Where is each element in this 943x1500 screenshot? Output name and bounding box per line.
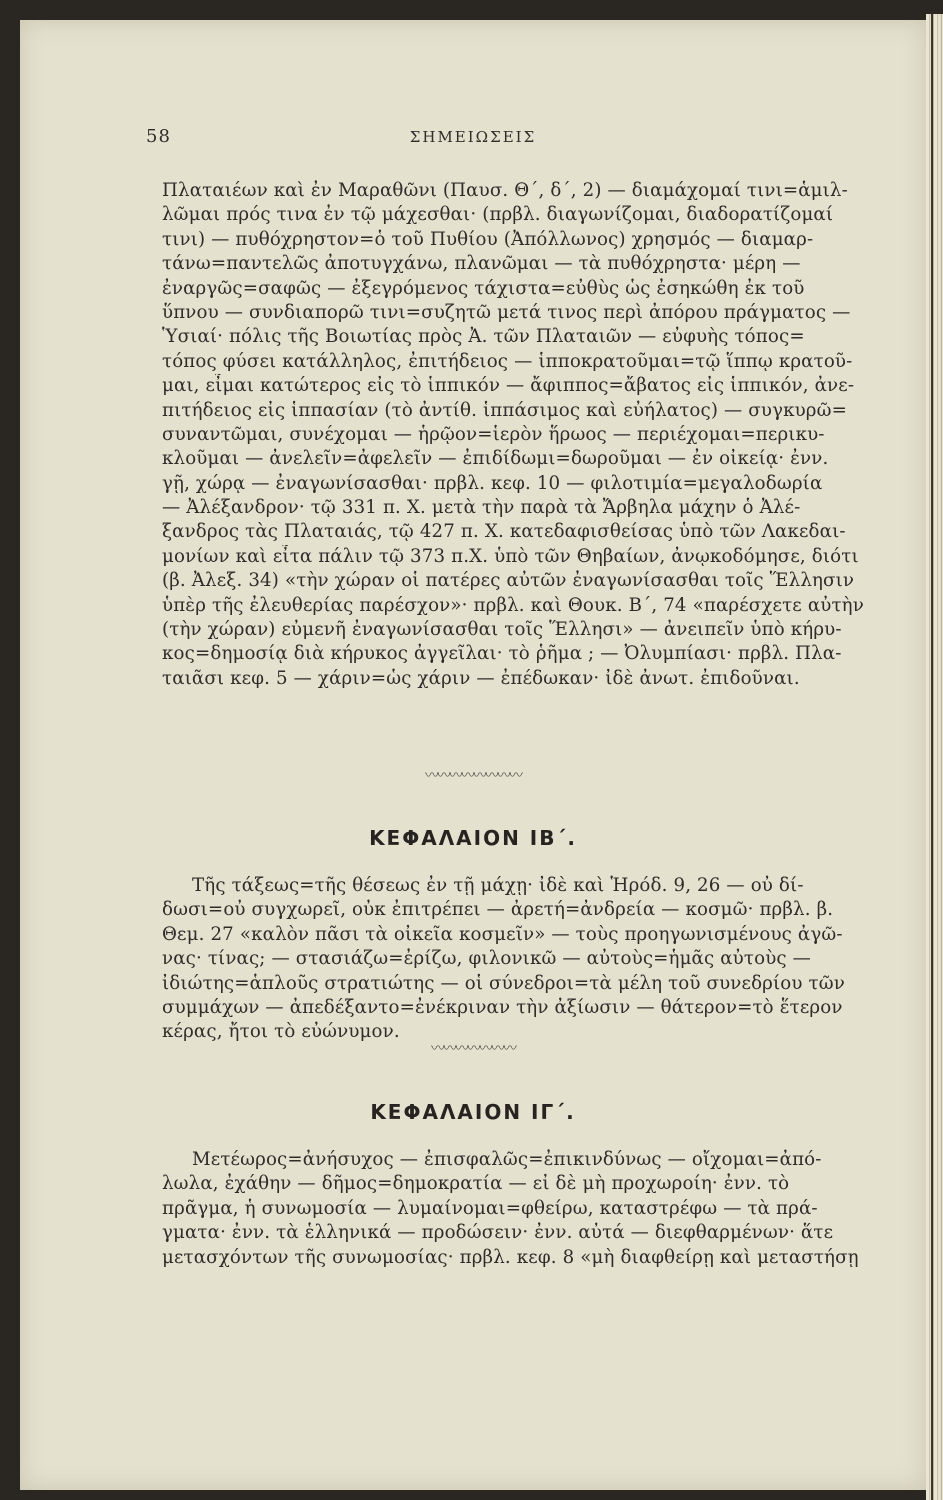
- text-line: ὕπνου — συνδιαπορῶ τινι=συζητῶ μετά τινος περὶ ἀπόρου πράγματος —: [162, 301, 851, 323]
- text-line: Τῆς τάξεως=τῆς θέσεως ἐν τῇ μάχῃ· ἰδὲ καὶ Ἡρόδ. 9, 26 — οὐ δί-: [192, 875, 804, 896]
- section-divider: 〰〰〰〰〰〰〰〰: [425, 768, 521, 784]
- text-line: κέρας, ἤτοι τὸ εὐώνυμον.: [162, 1021, 400, 1043]
- running-head: ΣΗΜΕΙΩΣΕΙΣ: [409, 128, 537, 146]
- text-line: ξανδρος τὰς Πλαταιάς, τῷ 427 π. Χ. κατεδαφισθείσας ὑπὸ τῶν Λακεδαι-: [162, 521, 846, 543]
- text-line: Ὑσιαί· πόλις τῆς Βοιωτίας πρὸς Ἀ. τῶν Πλαταιῶν — εὐφυὴς τόπος=: [162, 326, 805, 348]
- text-line: ὑπὲρ τῆς ἐλευθερίας παρέσχον»· πρβλ. καὶ Θουκ. Β΄, 74 «παρέσχετε αὐτὴν: [162, 594, 864, 616]
- text-line: συμμάχων — ἀπεδέξαντο=ἐνέκριναν τὴν ἀξίωσιν — θάτερον=τὸ ἕτερον: [162, 996, 843, 1018]
- text-line: ἐναργῶς=σαφῶς — ἐξεγρόμενος τάχιστα=εὐθὺς ὡς ἐσηκώθη ἐκ τοῦ: [162, 277, 805, 299]
- page-gutter-line: [931, 14, 933, 1500]
- text-line: ἰδιώτης=ἁπλοῦς στρατιώτης — οἱ σύνεδροι=τὰ μέλη τοῦ συνεδρίου τῶν: [162, 972, 845, 994]
- text-line: Πλαταιέων καὶ ἐν Μαραθῶνι (Παυσ. Θ΄, δ΄, 2) — διαμάχομαί τινι=ἁμιλ-: [162, 180, 848, 201]
- text-line: συναντῶμαι, συνέχομαι — ἡρῷον=ἱερὸν ἥρωος — περιέχομαι=περικυ-: [162, 423, 825, 445]
- text-line: πιτήδειος εἰς ἱππασίαν (τὸ ἀντίθ. ἱππάσιμος καὶ εὐήλατος) — συγκυρῶ=: [162, 399, 848, 421]
- text-line: γματα· ἐνν. τὰ ἑλληνικά — προδώσειν· ἐνν. αὐτά — διεφθαρμένων· ἅτε: [162, 1222, 834, 1244]
- text-line: τινι) — πυθόχρηστον=ὁ τοῦ Πυθίου (Ἀπόλλωνος) χρησμός — διαμαρ-: [162, 228, 814, 250]
- text-line: — Ἀλέξανδρον· τῷ 331 π. Χ. μετὰ τὴν παρὰ τὰ Ἄρβηλα μάχην ὁ Ἀλέ-: [162, 497, 801, 519]
- text-line: λωλα, ἐχάθην — δῆμος=δημοκρατία — εἰ δὲ μὴ προχωροίη· ἐνν. τὸ: [162, 1173, 790, 1195]
- text-line: νας· τίνας; — στασιάζω=ἐρίζω, φιλονικῶ — αὐτοὺς=ἡμᾶς αὐτοὺς —: [162, 948, 812, 970]
- text-line: τόπος φύσει κατάλληλος, ἐπιτήδειος — ἱπποκρατοῦμαι=τῷ ἵππῳ κρατοῦ-: [162, 350, 853, 372]
- text-line: γῇ, χώρᾳ — ἐναγωνίσασθαι· πρβλ. κεφ. 10 — φιλοτιμία=μεγαλοδωρία: [162, 472, 823, 494]
- page-header: [20, 126, 926, 150]
- adjacent-page-edge: [926, 14, 943, 1500]
- text-line: μαι, εἶμαι κατώτερος εἰς τὸ ἱππικόν — ἄφιππος=ἄβατος εἰς ἱππικόν, ἀνε-: [162, 375, 855, 397]
- page-number: 58: [146, 126, 171, 147]
- book-page: [20, 20, 926, 1490]
- text-line: πρᾶγμα, ἡ συνωμοσία — λυμαίνομαι=φθείρω, καταστρέφω — τὰ πρά-: [162, 1197, 818, 1219]
- notes-section-continued: [162, 179, 943, 691]
- text-line: μετασχόντων τῆς συνωμοσίας· πρβλ. κεφ. 8 «μὴ διαφθείρῃ καὶ μεταστήσῃ: [162, 1246, 859, 1268]
- chapter-title: ΚΕΦΑΛΑΙΟΝ ΙΓ΄.: [370, 1100, 576, 1124]
- text-line: τάνω=παντελῶς ἀποτυγχάνω, πλανῶμαι — τὰ πυθόχρηστα· μέρη —: [162, 253, 801, 275]
- text-line: λῶμαι πρός τινα ἐν τῷ μάχεσθαι· (πρβλ. διαγωνίζομαι, διαδορατίζομαί: [162, 204, 834, 226]
- text-line: ταιᾶσι κεφ. 5 — χάριν=ὡς χάριν — ἐπέδωκαν· ἰδὲ ἀνωτ. ἐπιδοῦναι.: [162, 667, 800, 689]
- text-line: μονίων καὶ εἶτα πάλιν τῷ 373 π.Χ. ὑπὸ τῶν Θηβαίων, ἀνῳκοδόμησε, διότι: [162, 545, 859, 567]
- text-line: (τὴν χώραν) εὐμενῆ ἐναγωνίσασθαι τοῖς Ἕλλησι» — ἀνειπεῖν ὑπὸ κήρυ-: [162, 619, 842, 641]
- chapter-13-notes: [162, 1148, 943, 1270]
- text-line: κος=δημοσίᾳ διὰ κήρυκος ἀγγεῖλαι· τὸ ῥῆμα ; — Ὀλυμπίασι· πρβλ. Πλα-: [162, 643, 842, 665]
- text-line: Θεμ. 27 «καλὸν πᾶσι τὰ οἰκεῖα κοσμεῖν» — τοὺς προηγωνισμένους ἀγῶ-: [162, 923, 843, 945]
- text-line: Μετέωρος=ἀνήσυχος — ἐπισφαλῶς=ἐπικινδύνως — οἴχομαι=ἀπό-: [192, 1149, 822, 1170]
- text-line: δωσι=οὐ συγχωρεῖ, οὐκ ἐπιτρέπει — ἀρετή=ἀνδρεία — κοσμῶ· πρβλ. β.: [162, 899, 834, 921]
- text-line: (β. Ἀλεξ. 34) «τὴν χώραν οἱ πατέρες αὐτῶν ἐναγωνίσασθαι τοῖς Ἕλλησιν: [162, 570, 855, 592]
- text-line: κλοῦμαι — ἀνελεῖν=ἀφελεῖν — ἐπιδίδωμι=δωροῦμαι — ἐν οἰκείᾳ· ἐνν.: [162, 448, 829, 470]
- section-divider: 〰〰〰〰〰〰〰: [431, 1041, 515, 1057]
- chapter-12-notes: [162, 874, 943, 1045]
- chapter-title: ΚΕΦΑΛΑΙΟΝ ΙΒ΄.: [369, 826, 577, 850]
